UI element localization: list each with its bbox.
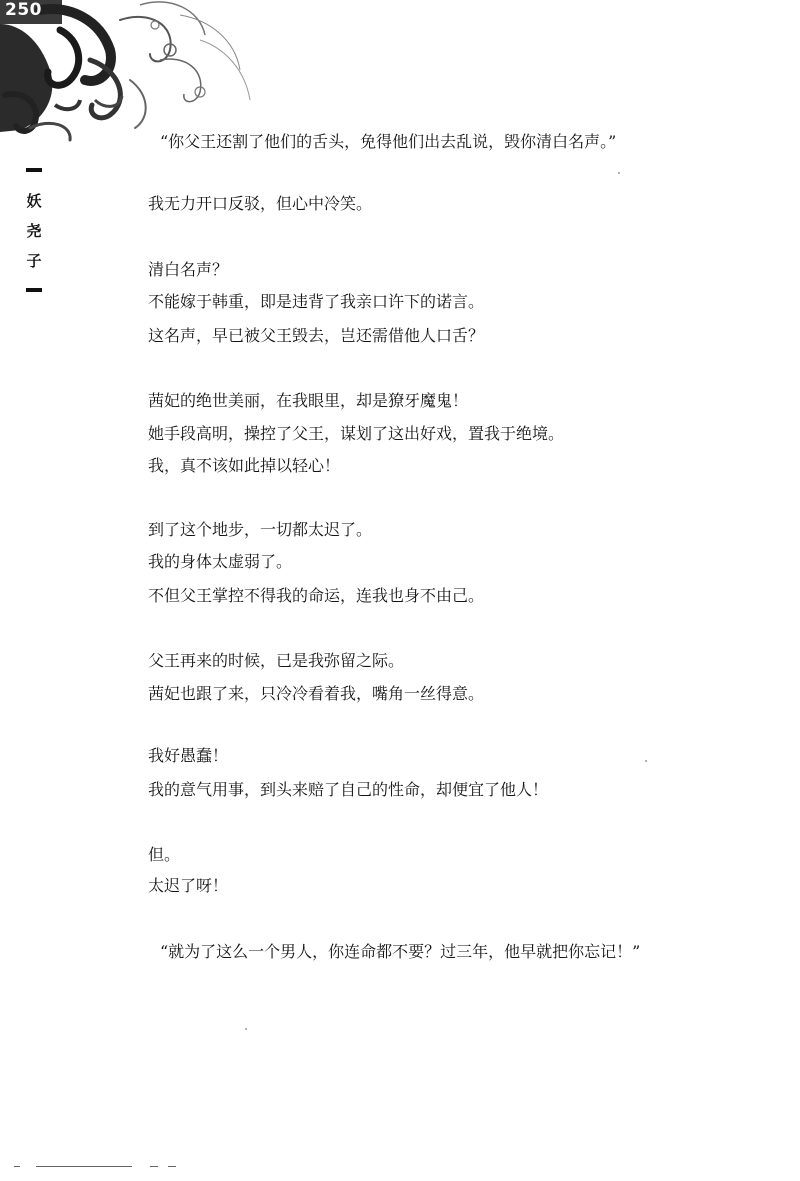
text-line: 不但父王掌控不得我的命运，连我也身不由己。	[148, 586, 485, 605]
footer-rule	[168, 1166, 176, 1167]
text-line: 我无力开口反驳，但心中冷笑。	[148, 194, 373, 213]
footer-rule	[150, 1166, 158, 1167]
text-line: “就为了这么一个男人，你连命都不要？过三年，他早就把你忘记！”	[160, 942, 641, 961]
page-number: 250	[5, 0, 42, 20]
title-bracket-top	[26, 168, 42, 172]
title-bracket-bottom	[26, 288, 42, 292]
text-line: 到了这个地步，一切都太迟了。	[148, 520, 373, 539]
title-char: 子	[26, 252, 42, 270]
text-line: 不能嫁于韩重，即是违背了我亲口许下的诺言。	[148, 292, 485, 311]
text-line: 我，真不该如此掉以轻心！	[148, 456, 341, 475]
text-line: 但。	[148, 845, 181, 864]
text-line: 茜妃也跟了来，只冷冷看着我，嘴角一丝得意。	[148, 684, 485, 703]
text-line: 太迟了呀！	[148, 876, 229, 895]
footer-rule	[36, 1166, 132, 1167]
text-line: “你父王还割了他们的舌头，免得他们出去乱说，毁你清白名声。”	[160, 132, 617, 151]
text-line: 我的身体太虚弱了。	[148, 552, 293, 571]
text-line: 这名声，早已被父王毁去，岂还需借他人口舌？	[148, 326, 485, 345]
text-line: 父王再来的时候，已是我弥留之际。	[148, 651, 405, 670]
chapter-side-title	[22, 168, 46, 292]
text-line: 她手段高明，操控了父王，谋划了这出好戏，置我于绝境。	[148, 424, 565, 443]
scan-speck	[618, 172, 620, 174]
scan-speck	[645, 760, 647, 762]
scan-speck	[245, 1028, 247, 1030]
text-line: 我的意气用事，到头来赔了自己的性命，却便宜了他人！	[148, 780, 549, 799]
footer-rule	[14, 1166, 20, 1167]
text-line: 茜妃的绝世美丽，在我眼里，却是獠牙魔鬼！	[148, 391, 469, 410]
title-char: 尧	[26, 222, 42, 240]
title-char: 妖	[26, 192, 42, 210]
text-line: 我好愚蠢！	[148, 746, 229, 765]
text-line: 清白名声？	[148, 260, 229, 279]
decorative-corner-ornament	[0, 0, 260, 150]
